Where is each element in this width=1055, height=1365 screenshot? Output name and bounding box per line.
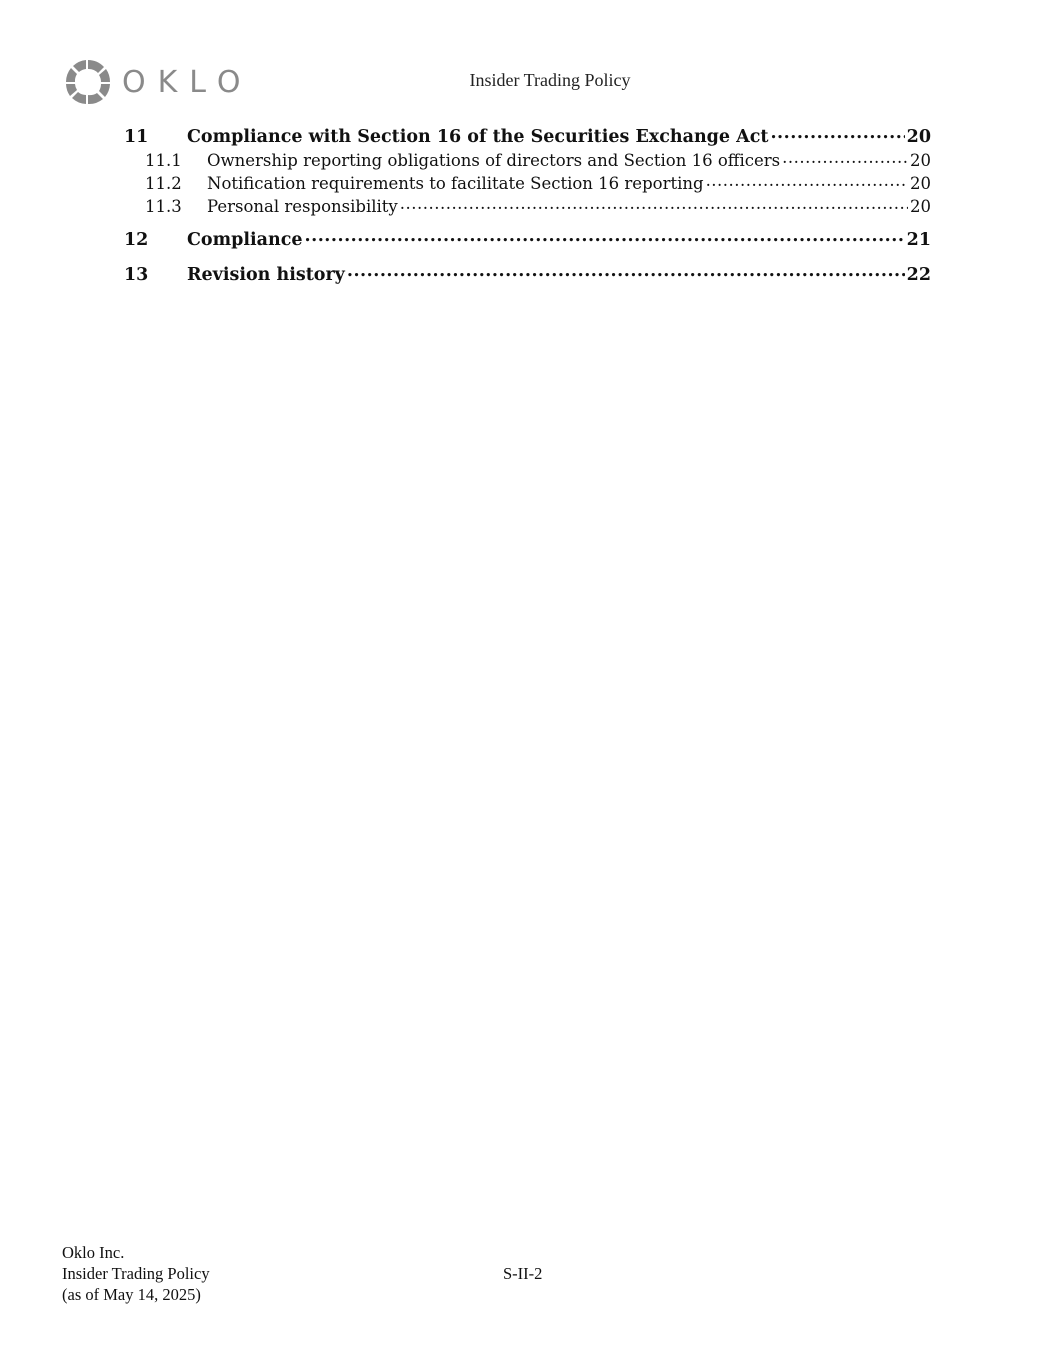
toc-dot-leader [347,262,905,280]
toc-entry-page: 21 [906,230,931,250]
toc-entry[interactable] [124,124,931,149]
running-header-title: Insider Trading Policy [469,70,631,90]
toc-entry[interactable] [124,195,931,218]
toc-entry-page: 20 [910,196,931,216]
toc-entry-title: Revision history [187,264,345,285]
toc-entry-page: 22 [906,264,931,285]
table-of-contents [124,124,931,287]
toc-entry-title: Compliance with Section 16 of the Securities Exchange Act [187,126,769,147]
toc-entry-title: Compliance [187,230,303,250]
toc-entry[interactable] [124,262,931,287]
toc-entry-number: 12 [124,230,149,250]
toc-entry-number: 11.2 [145,173,182,193]
toc-entry-number: 11.1 [145,150,182,170]
toc-entry-page: 20 [910,150,931,170]
toc-entry[interactable] [124,149,931,172]
toc-entry-page: 20 [910,173,931,193]
footer-company: Oklo Inc. [62,1243,125,1262]
toc-entry-title: Personal responsibility [207,196,398,216]
page-number: S-II-2 [503,1264,543,1283]
toc-dot-leader [305,228,905,246]
toc-entry-title: Notification requirements to facilitate Section 16 reporting [207,173,704,193]
toc-entry-title: Ownership reporting obligations of directors and Section 16 officers [207,150,781,170]
toc-dot-leader [706,172,908,189]
toc-entry[interactable] [124,228,931,253]
logo-wordmark: OKLO [122,64,253,100]
toc-entry-number: 11 [124,126,149,147]
toc-entry-number: 11.3 [145,196,182,216]
toc-entry-number: 13 [124,264,149,285]
footer-document-name: Insider Trading Policy [62,1264,210,1283]
footer-date: (as of May 14, 2025) [62,1285,201,1304]
footer-document-info [62,1242,210,1305]
toc-dot-leader [770,124,904,142]
toc-entry[interactable] [124,172,931,195]
toc-dot-leader [782,149,908,166]
toc-dot-leader [400,195,908,212]
toc-entry-page: 20 [906,126,931,147]
